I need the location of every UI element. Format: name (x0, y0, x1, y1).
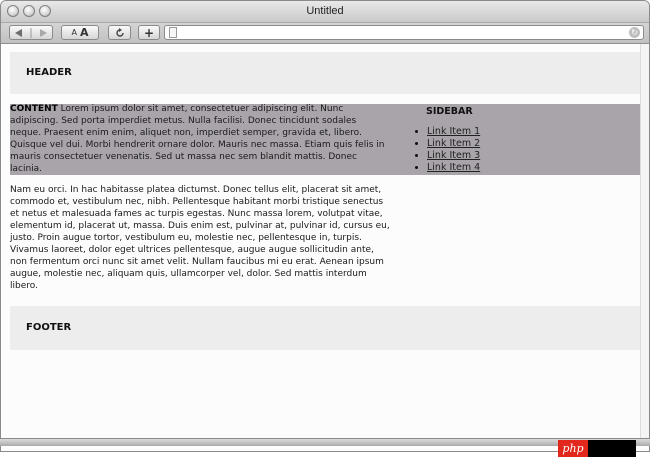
page-footer (10, 306, 641, 350)
address-bar[interactable] (164, 25, 644, 40)
sidebar-list-item (427, 162, 613, 174)
footer-text: FOOTER (26, 322, 72, 333)
content-heading: CONTENT (10, 104, 58, 114)
content-paragraph-1-text: Lorem ipsum dolor sit amet, consectetuer adipiscing elit. Nunc adipiscing. Sed porta imperdiet metus. Nulla facilisi. Donec tincidunt sodales neque. Praesent enim enim, aliquet non, imperdiet semper, gravida et, libero. Quisque vel dui. Morbi hendrerit ornare dolor. Mauris nec massa. Etiam quis felis in mauris consectetuer venenatis. Sed ut massa nec sem blandit mattis. Donec lacinia. (10, 104, 385, 174)
sidebar-list-item (427, 138, 613, 150)
sidebar-link-2[interactable]: Link Item 2 (427, 138, 481, 149)
watermark-logo: php (558, 440, 588, 457)
reload-icon (115, 28, 125, 38)
page-header (10, 52, 641, 94)
content-paragraph-2: Nam eu orci. In hac habitasse platea dictumst. Donec tellus elit, placerat sit amet, commodo et, vestibulum nec, nibh. Pellentesque habitant morbi tristique senectus et netus et malesuada fames ac turpis egestas. Nunc massa lorem, volutpat vitae, elementum id, placerat ut, massa. Duis enim est, pulvinar at, pulvinar id, cursus eu, justo. Proin augue tortor, vestibulum eu, molestie nec, pellentesque in, turpis. Vivamus laoreet, dolor eget ultrices pellentesque, augue augue sollicitudin ante, non fermentum orci nunc sit amet velit. Nullam faucibus mi eu erat. Aenean ipsum augue, molestie nec, aliquam quis, ullamcorper vel, dolor. Sed mattis interdum libero. (10, 185, 390, 291)
browser-toolbar (1, 23, 649, 44)
text-bigger-label[interactable]: A (79, 26, 89, 39)
text-size-button[interactable] (61, 25, 99, 40)
text-smaller-label[interactable]: A (71, 28, 77, 37)
title-bar (1, 1, 649, 23)
address-reload-icon[interactable]: ↻ (629, 27, 640, 38)
sidebar-title: SIDEBAR (426, 106, 473, 117)
sidebar-link-4[interactable]: Link Item 4 (427, 162, 481, 173)
page-viewport (1, 44, 641, 439)
header-text: HEADER (26, 67, 72, 78)
content-paragraph-1 (10, 104, 390, 175)
add-bookmark-button[interactable]: + (138, 25, 160, 40)
sidebar-list-item (427, 150, 613, 162)
sidebar-list-item (427, 126, 613, 138)
sidebar-link-list (413, 126, 613, 174)
vertical-scrollbar[interactable] (640, 44, 649, 439)
window-bottom-bar (0, 438, 650, 446)
sidebar-link-1[interactable]: Link Item 1 (427, 126, 481, 137)
back-forward-button[interactable] (9, 25, 53, 40)
sidebar (413, 106, 613, 174)
sidebar-link-3[interactable]: Link Item 3 (427, 150, 481, 161)
reload-button[interactable] (108, 25, 131, 40)
watermark-bar (588, 440, 636, 457)
window-title: Untitled (306, 5, 344, 17)
page-document-icon (169, 27, 177, 38)
back-forward-icon (13, 28, 49, 38)
main-content (10, 104, 390, 303)
